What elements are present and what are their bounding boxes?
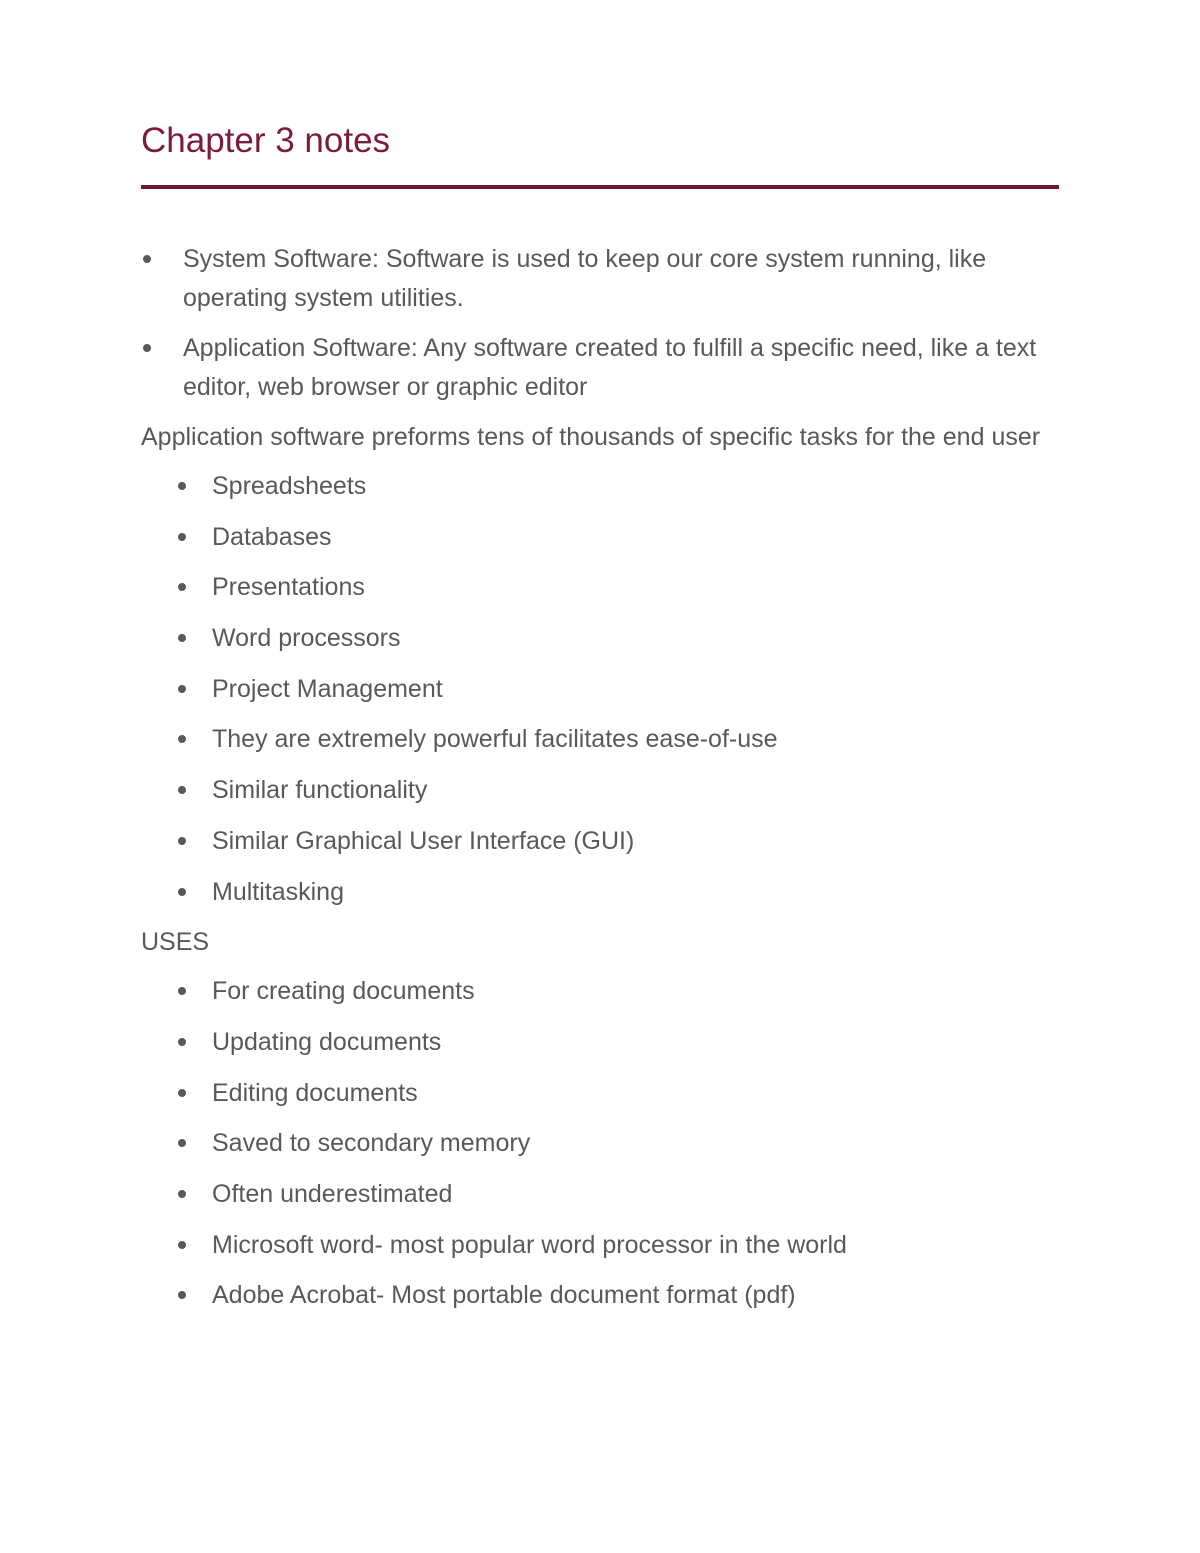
list-item: [141, 1074, 1061, 1113]
uses-heading: USES: [141, 928, 210, 957]
list-item-text: Updating documents: [212, 1027, 442, 1056]
bullet-icon: [178, 1241, 186, 1249]
list-item-text: Adobe Acrobat- Most portable document format (pdf): [212, 1281, 796, 1310]
list-item: [141, 1124, 1061, 1163]
list-item: [141, 240, 1061, 318]
list-item-text: Similar functionality: [212, 776, 428, 805]
bullet-icon: [178, 685, 186, 693]
bullet-icon: [143, 255, 151, 263]
list-item-text: System Software: Software is used to keep our core system running, like operating system utilities.: [183, 245, 987, 312]
list-item: [141, 467, 1061, 506]
list-item: [141, 771, 1061, 810]
bullet-icon: [178, 1089, 186, 1097]
bullet-icon: [143, 344, 151, 352]
application-types-list: [141, 467, 1061, 912]
document-body: [141, 240, 1061, 1327]
list-item-text: Application Software: Any software created to fulfill a specific need, like a text editor, web browser or graphic editor: [183, 334, 1037, 401]
bullet-icon: [178, 786, 186, 794]
list-item: [141, 670, 1061, 709]
page-title: Chapter 3 notes: [141, 121, 391, 160]
list-item-text: Presentations: [212, 573, 365, 602]
list-item-text: Editing documents: [212, 1078, 418, 1107]
list-item-text: Similar Graphical User Interface (GUI): [212, 826, 635, 855]
bullet-icon: [178, 837, 186, 845]
bullet-icon: [178, 888, 186, 896]
list-item: [141, 873, 1061, 912]
bullet-icon: [178, 1291, 186, 1299]
list-item-text: For creating documents: [212, 977, 475, 1006]
bullet-icon: [178, 1190, 186, 1198]
bullet-icon: [178, 987, 186, 995]
bullet-icon: [178, 1038, 186, 1046]
list-item: [141, 1276, 1061, 1315]
list-item-text: Multitasking: [212, 877, 344, 906]
bullet-icon: [178, 634, 186, 642]
list-item-text: Microsoft word- most popular word processor in the world: [212, 1230, 847, 1259]
bullet-icon: [178, 482, 186, 490]
bullet-icon: [178, 735, 186, 743]
list-item: [141, 619, 1061, 658]
list-item: [141, 518, 1061, 557]
list-item-text: Spreadsheets: [212, 472, 367, 500]
bullet-icon: [178, 533, 186, 541]
list-item-text: Saved to secondary memory: [212, 1129, 531, 1158]
list-item: [141, 822, 1061, 861]
list-item: [141, 720, 1061, 759]
list-item: [141, 972, 1061, 1011]
list-item-text: Often underestimated: [212, 1179, 453, 1208]
bullet-icon: [178, 1139, 186, 1147]
list-item: [141, 329, 1061, 407]
uses-list: [141, 972, 1061, 1315]
list-item: [141, 568, 1061, 607]
paragraph: Application software preforms tens of thousands of specific tasks for the end user: [141, 423, 1041, 451]
list-item-text: They are extremely powerful facilitates ease-of-use: [212, 725, 778, 754]
list-item-text: Project Management: [212, 674, 443, 703]
definition-list: [141, 240, 1061, 407]
list-item: [141, 1175, 1061, 1214]
list-item-text: Word processors: [212, 624, 401, 653]
list-item: [141, 1023, 1061, 1062]
title-underline: [141, 185, 1059, 189]
list-item: [141, 1226, 1061, 1265]
bullet-icon: [178, 583, 186, 591]
list-item-text: Databases: [212, 522, 332, 551]
